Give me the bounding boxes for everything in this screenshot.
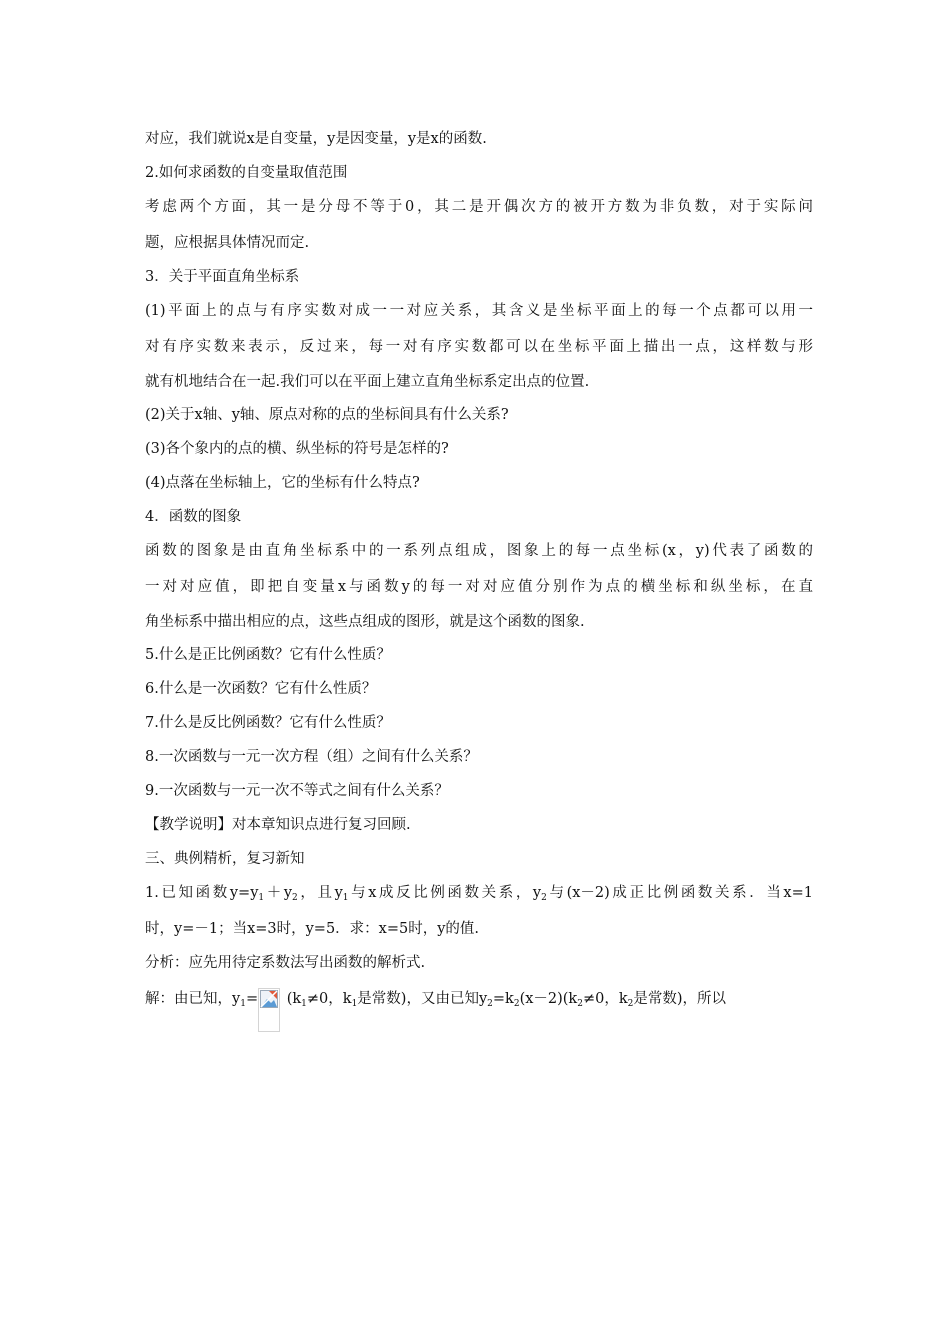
question-line: 6.什么是一次函数？它有什么性质？ [145,681,377,697]
example-line: 1.已知函数$y=y_1+y_2$，且$y_1$与x成反比例函数关系，$y_2$与(x－2)成正比例函数关系．当x=1 [145,885,813,903]
teaching-note: 【教学说明】对本章知识点进行复习回顾. [145,817,411,833]
section-heading: 3．关于平面直角坐标系 [145,269,300,285]
question-line: 5.什么是正比例函数？它有什么性质？ [145,647,391,663]
example-line: 时，y=－1；当x=3时，y=5．求：x=5时，y的值. [145,921,480,937]
text-line: 对有序实数来表示，反过来，每一对有序实数都可以在坐标平面上描出一点，这样数与形 [145,339,813,355]
text-line: 函数的图象是由直角坐标系中的一系列点组成，图象上的每一点坐标(x，y)代表了函数的 [145,543,813,559]
section-heading: 4．函数的图象 [145,509,242,525]
analysis-line: 分析：应先用待定系数法写出函数的解析式. [145,955,426,971]
text-line: 一对对应值，即把自变量x与函数y的每一对对应值分别作为点的横坐标和纵坐标，在直 [145,579,813,595]
text-line: 题，应根据具体情况而定. [145,235,310,251]
section-heading: 三、典例精析，复习新知 [145,851,305,867]
text-line: (3)各个象内的点的横、纵坐标的符号是怎样的? [145,441,449,457]
text-line: 2.如何求函数的自变量取值范围 [145,165,348,181]
question-line: 7.什么是反比例函数？它有什么性质？ [145,715,391,731]
text-line: (4)点落在坐标轴上，它的坐标有什么特点? [145,475,420,491]
broken-image-icon [258,988,280,1032]
text-line: 对应，我们就说x是自变量，y是因变量，y是x的函数. [145,131,487,147]
text-line: 考虑两个方面，其一是分母不等于0，其二是开偶次方的被开方数为非负数，对于实际问 [145,199,813,215]
text-line: (1)平面上的点与有序实数对成一一对应关系，其含义是坐标平面上的每一个点都可以用一 [145,303,813,319]
text-line: 就有机地结合在一起.我们可以在平面上建立直角坐标系定出点的位置. [145,374,590,390]
question-line: 9.一次函数与一元一次不等式之间有什么关系？ [145,783,449,799]
solution-line: 解：由已知，$y_1=$ ($k_1\ne 0$，$k_1$是常数)，又由已知$y_2=k_2(x-2)(k_2\ne 0$，$k_2$是常数)，所以 [145,990,726,1034]
question-line: 8.一次函数与一元一次方程（组）之间有什么关系？ [145,749,478,765]
text-line: 角坐标系中描出相应的点，这些点组成的图形，就是这个函数的图象. [145,614,585,630]
text-line: (2)关于x轴、y轴、原点对称的点的坐标间具有什么关系? [145,407,509,423]
